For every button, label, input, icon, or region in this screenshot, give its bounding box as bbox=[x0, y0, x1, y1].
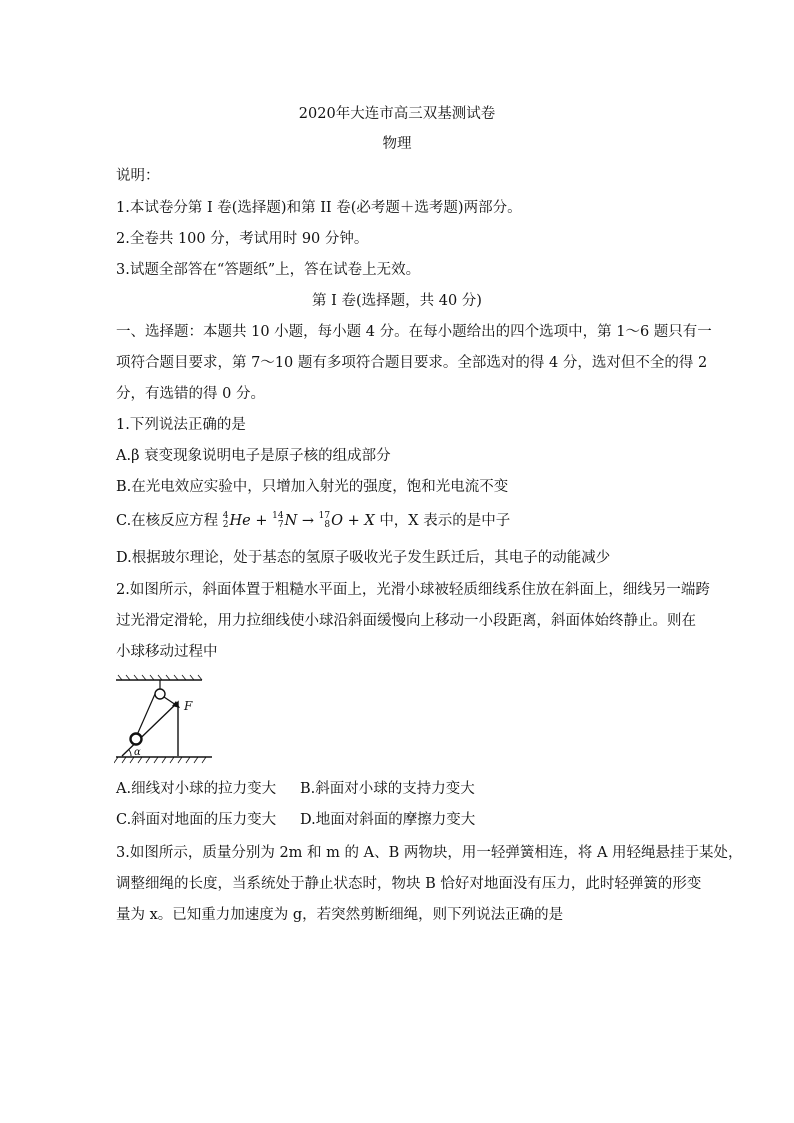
subject-title: 物理 bbox=[382, 136, 412, 152]
q3-stem-line-3: 量为 x。已知重力加速度为 g，若突然剪断细绳，则下列说法正确的是 bbox=[116, 907, 564, 923]
he-symbol: He bbox=[229, 513, 251, 529]
pulley-icon bbox=[155, 689, 165, 699]
q2-stem-line-1: 2.如图所示，斜面体置于粗糙水平面上，光滑小球被轻质细线系住放在斜面上，细线另一端跨 bbox=[116, 582, 710, 598]
n-atomic-number: 7 bbox=[277, 520, 284, 530]
instructions-line-1: 一、选择题：本题共 10 小题，每小题 4 分。在每小题给出的四个选项中，第 1～6 题只有一 bbox=[116, 324, 712, 340]
q2-option-b: B.斜面对小球的支持力变大 bbox=[300, 781, 475, 797]
note-3: 3.试题全部答在“答题纸”上，答在试卷上无效。 bbox=[116, 262, 421, 278]
plus-sign-2: + bbox=[347, 513, 360, 529]
q1-option-d: D.根据玻尔理论，处于基态的氢原子吸收光子发生跃迁后，其电子的动能减少 bbox=[116, 550, 611, 566]
q2-option-c: C.斜面对地面的压力变大 bbox=[116, 812, 277, 828]
n-mass-number: 14 bbox=[272, 511, 284, 521]
reaction-arrow: → bbox=[301, 513, 315, 529]
section-title: 第 I 卷(选择题，共 40 分) bbox=[312, 293, 482, 309]
x-symbol: X bbox=[364, 513, 375, 529]
o-symbol: O bbox=[331, 513, 343, 529]
q1-c-suffix: 中，X 表示的是中子 bbox=[379, 513, 511, 529]
q1-c-prefix: C.在核反应方程 bbox=[116, 513, 219, 529]
note-2: 2.全卷共 100 分，考试用时 90 分钟。 bbox=[116, 231, 369, 247]
plus-sign: + bbox=[255, 513, 268, 529]
q1-stem: 1.下列说法正确的是 bbox=[116, 417, 246, 433]
note-1: 1.本试卷分第 I 卷(选择题)和第 II 卷(必考题＋选考题)两部分。 bbox=[116, 200, 522, 216]
o-mass-number: 17 bbox=[318, 511, 331, 521]
rope-to-ball bbox=[137, 694, 155, 735]
q1-option-a: A.β 衰变现象说明电子是原子核的组成部分 bbox=[116, 448, 391, 464]
incline-pulley-figure bbox=[114, 672, 214, 774]
instructions-line-3: 分，有选错的得 0 分。 bbox=[116, 386, 265, 402]
o-atomic-number: 8 bbox=[324, 520, 331, 530]
q2-stem-line-2: 过光滑定滑轮，用力拉细线使小球沿斜面缓慢向上移动一小段距离，斜面体始终静止。则在 bbox=[116, 613, 696, 629]
angle-arc bbox=[129, 750, 131, 756]
n-symbol: N bbox=[284, 513, 298, 529]
q2-stem-line-3: 小球移动过程中 bbox=[116, 644, 218, 660]
ball bbox=[131, 734, 142, 745]
angle-label: α bbox=[134, 747, 141, 758]
he-mass-number: 4 bbox=[222, 511, 229, 521]
q2-option-d: D.地面对斜面的摩擦力变大 bbox=[300, 812, 476, 828]
nuclear-equation bbox=[223, 513, 380, 529]
q1-option-b: B.在光电效应实验中，只增加入射光的强度，饱和光电流不变 bbox=[116, 479, 509, 495]
notes-heading: 说明： bbox=[116, 168, 160, 184]
exam-title: 2020年大连市高三双基测试卷 bbox=[298, 106, 496, 122]
q3-stem-line-2: 调整细绳的长度，当系统处于静止状态时，物块 B 恰好对地面没有压力，此时轻弹簧的形变 bbox=[116, 876, 702, 892]
ground-hatching bbox=[114, 757, 206, 763]
he-atomic-number: 2 bbox=[222, 520, 229, 530]
q1-option-c bbox=[116, 511, 510, 531]
q2-option-a: A.细线对小球的拉力变大 bbox=[116, 781, 277, 797]
incline-block bbox=[122, 702, 178, 756]
instructions-line-2: 项符合题目要求，第 7～10 题有多项符合题目要求。全部选对的得 4 分，选对但不全的得 2 bbox=[116, 355, 708, 371]
q3-stem-line-1: 3.如图所示，质量分别为 2m 和 m 的 A、B 两物块，用一轻弹簧相连，将 A 用轻绳悬挂于某处， bbox=[116, 845, 743, 861]
force-label: F bbox=[184, 699, 193, 713]
